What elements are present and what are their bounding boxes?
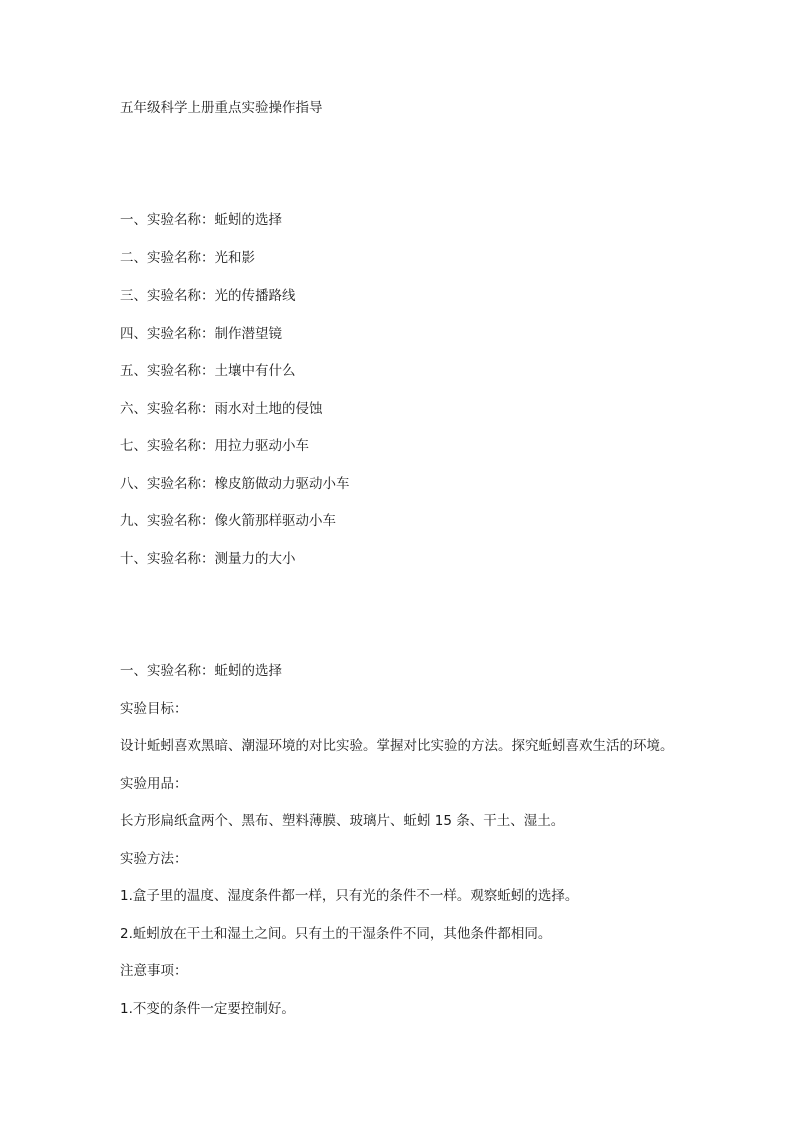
method-label: 实验方法：	[120, 851, 188, 867]
toc-item-4: 四、实验名称：制作潜望镜	[120, 326, 282, 342]
toc-item-3: 三、实验名称：光的传播路线	[120, 288, 296, 304]
document-title: 五年级科学上册重点实验操作指导	[120, 100, 323, 116]
toc-item-8: 八、实验名称：橡皮筋做动力驱动小车	[120, 476, 350, 492]
materials-text: 长方形扁纸盒两个、黑布、塑料薄膜、玻璃片、蚯蚓 15 条、干土、湿土。	[120, 813, 565, 829]
notes-label: 注意事项：	[120, 963, 188, 979]
toc-item-5: 五、实验名称：土壤中有什么	[120, 363, 296, 379]
notes-item-1: 1.不变的条件一定要控制好。	[120, 1001, 295, 1017]
toc-item-7: 七、实验名称：用拉力驱动小车	[120, 438, 309, 454]
method-step-1: 1.盒子里的温度、湿度条件都一样，只有光的条件不一样。观察蚯蚓的选择。	[120, 888, 579, 904]
method-step-2: 2.蚯蚓放在干土和湿土之间。只有土的干湿条件不同，其他条件都相同。	[120, 926, 552, 942]
goal-label: 实验目标：	[120, 701, 188, 717]
toc-item-2: 二、实验名称：光和影	[120, 250, 255, 266]
toc-item-6: 六、实验名称：雨水对土地的侵蚀	[120, 401, 323, 417]
section-1-heading: 一、实验名称：蚯蚓的选择	[120, 663, 282, 679]
materials-label: 实验用品：	[120, 776, 188, 792]
toc-item-10: 十、实验名称：测量力的大小	[120, 551, 296, 567]
toc-item-9: 九、实验名称：像火箭那样驱动小车	[120, 513, 336, 529]
goal-text: 设计蚯蚓喜欢黑暗、潮湿环境的对比实验。掌握对比实验的方法。探究蚯蚓喜欢生活的环境。	[120, 738, 674, 754]
toc-item-1: 一、实验名称：蚯蚓的选择	[120, 212, 282, 228]
